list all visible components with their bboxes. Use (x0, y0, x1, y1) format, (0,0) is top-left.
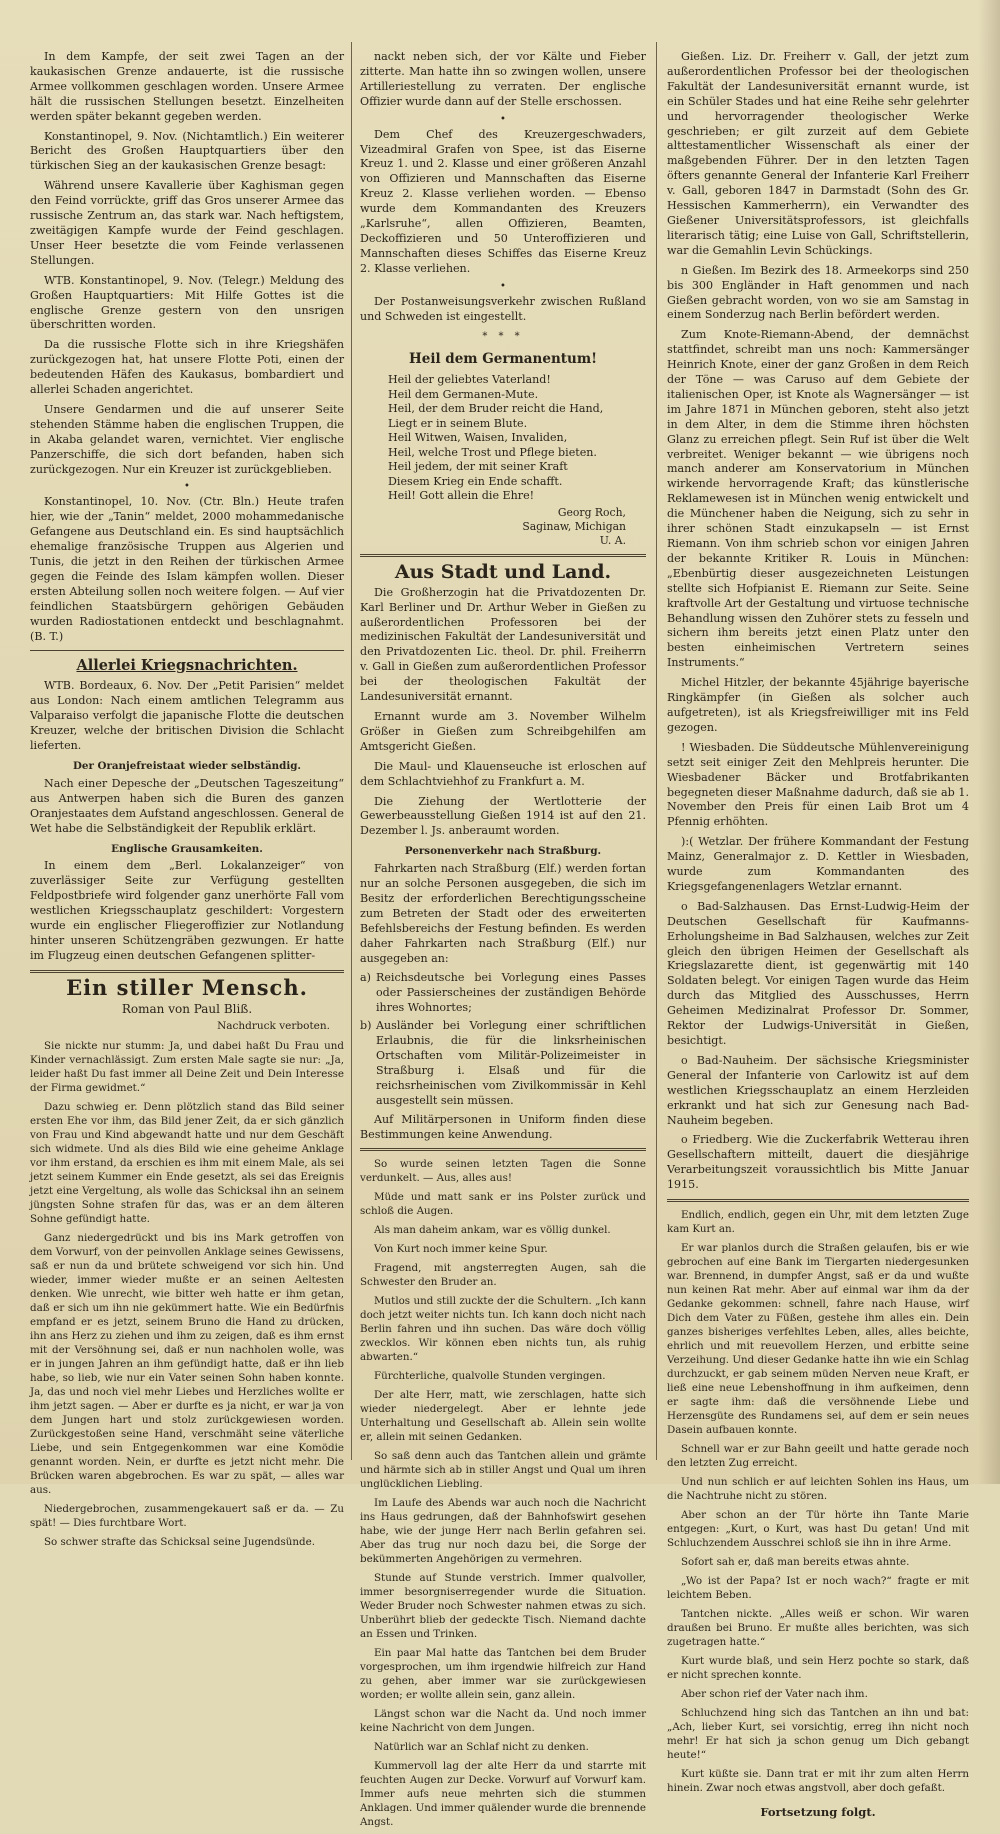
novel-paragraph: Und nun schlich er auf leichten Sohlen ins Haus, um die Nachtruhe nicht zu stören. (667, 1476, 969, 1503)
novel-paragraph: Fürchterliche, qualvolle Stunden vergingen. (374, 1370, 606, 1383)
article-paragraph: n Gießen. Im Bezirk des 18. Armeekorps sind 250 bis 300 Engländer in Haft genommen und nach Gießen gebracht worden, von wo sie am Samstag in einem Sonderzug nach Berlin befördert werden. (667, 263, 969, 322)
novel-paragraph: So schwer strafte das Schicksal seine Jugendsünde. (44, 1536, 315, 1549)
article-paragraph: Dem Chef des Kreuzergeschwaders, Vizeadmiral Grafen von Spee, ist das Eiserne Kreuz 1. und 2. Klasse und einer größeren Anzahl von Offizieren und Mannschaften das Eiserne Kreuz 2. Klasse verliehen worden. — Ebenso wurde dem Kommandanten des Kreuzers „Karlsruhe“, allen Offizieren, Beamten, Deckoffizieren und 50 Unteroffizieren und Mannschaften dieses Schiffes das Eiserne Kreuz 2. Klasse verliehen. (360, 127, 646, 275)
article-paragraph: Unsere Gendarmen und die auf unserer Seite stehenden Stämme haben die englischen Truppen, die in Akaba gelandet waren, vernichtet. Vier englische Panzerschiffe, die sich dort befanden, haben sich zurückgezogen. Nur ein Kreuzer ist zurückgeblieben. (30, 402, 344, 476)
signature-line: U. A. (599, 533, 626, 547)
novel-paragraph: Schnell war er zur Bahn geeilt und hatte gerade noch den letzten Zug erreicht. (667, 1443, 969, 1470)
list-text: Ausländer bei Vorlegung einer schriftlichen Erlaubnis, die für die linksrheinischen Ortschaften vom Militär-Polizeimeister in Straßburg i. Elsaß und für die reichsrheinischen vom Zivilkommissär in Kehl ausgestellt sein müssen. (376, 1019, 646, 1107)
novel-paragraph: Von Kurt noch immer keine Spur. (374, 1243, 548, 1256)
article-paragraph: WTB. Bordeaux, 6. Nov. Der „Petit Parisien“ meldet aus London: Nach einem amtlichen Telegramm aus Valparaiso verfolgt die japanische Flotte die deutschen Kreuzer, welche der britischen Division die Schlacht lieferten. (30, 679, 344, 753)
novel-paragraph: Ganz niedergedrückt und bis ins Mark getroffen von dem Vorwurf, von der peinvollen Anklage seines Gewissens, saß er nun da und brütete schweigend vor sich hin. Und wieder, immer wieder mußte er an seinen Aeltesten denken. Wie unrecht, wie bitter weh hatte er ihm getan, daß er sich um ihn nie gekümmert hatte. Wie ein Bedürfnis empfand er es jetzt, seinem Bruno die Hand zu drücken, ihn ans Herz zu ziehen und ihm zu zeigen, daß es ihm ernst mit der Versöhnung sei, daß er nun nachholen wolle, was er in jungen Jahren an ihm gefündigt hatte, daß er ihn lieb habe, so lieb, wie nur ein Vater seinen Sohn haben konnte. Ja, das und noch viel mehr Liebes und Herzliches wollte er ihm jetzt sagen. — Aber er durfte es ja nicht, er war ja von dem Jungen hart und stolz zurückgewiesen worden. Zurückgestoßen seine Hand, verschmäht seine väterliche Liebe, und sein Entgegenkommen war eine Komödie genannt worden. Nein, er durfte es jetzt nicht mehr. Die Brücken waren abgebrochen. Es war zu spät, — alles war aus. (30, 1232, 344, 1497)
novel-paragraph: Kurt küßte sie. Dann trat er mit ihr zum alten Herrn hinein. Zwar noch etwas angstvoll, aber doch gefaßt. (667, 1768, 969, 1795)
poem (388, 373, 646, 504)
poem-line: Heil der geliebtes Vaterland! (388, 373, 551, 387)
article-paragraph: o Friedberg. Wie die Zuckerfabrik Wetterau ihren Gesellschaftern mitteilt, dauert die diesjährige Verarbeitungszeit voraussichtlich bis Mitte Januar 1915. (667, 1133, 969, 1192)
column-2 (360, 50, 646, 1834)
article-paragraph: Konstantinopel, 9. Nov. (Nichtamtlich.) Ein weiterer Bericht des Großen Hauptquartiers über den türkischen Sieg an der kaukasischen Grenze besagt: (30, 129, 344, 173)
article-paragraph: Konstantinopel, 10. Nov. (Ctr. Bln.) Heute trafen hier, wie der „Tanin“ meldet, 2000 mohammedanische Gefangene aus Deutschland ein. Es sind hauptsächlich ehemalige französische Truppen aus Algerien und Tunis, die jetzt in den Reihen der türkischen Armee gegen die Feinde des Islam kämpfen wollen. Dieser ersten Abteilung sollen noch weitere folgen. — Auf vier feindlichen Staatsbürgern gehörigen Gebäuden wurden Radiostationen entdeckt und beschlagnahmt. (B. T.) (30, 495, 344, 643)
column-separator (656, 42, 657, 1460)
article-paragraph: Die Maul- und Klauenseuche ist erloschen auf dem Schlachtviehhof zu Frankfurt a. M. (360, 759, 646, 788)
article-paragraph: In dem Kampfe, der seit zwei Tagen an der kaukasischen Grenze andauerte, ist die russische Armee vollkommen geschlagen worden. Unsere Armee hält die russischen Stellungen besetzt. Einzelheiten werden später bekannt gegeben werden. (30, 50, 344, 123)
continuation-note: Fortsetzung folgt. (760, 1805, 876, 1820)
poem-title: Heil dem Germanentum! (408, 351, 598, 368)
list-text: Reichsdeutsche bei Vorlegung eines Passes oder Passierscheines der zuständigen Behörde ihres Wohnortes; (376, 971, 646, 1015)
novel-paragraph: Sie nickte nur stumm: Ja, und dabei haßt Du Frau und Kinder vernachlässigt. Zum ersten Male sagte sie nur: „Ja, leider haßt Du fast immer all Deine Zeit und Dein Interesse der Firma gewidmet.“ (30, 1040, 344, 1095)
poem-line: Heil Witwen, Waisen, Invaliden, (388, 431, 568, 445)
reprint-note: Nachdruck verboten. (217, 1019, 330, 1032)
star-separator: * * * (482, 330, 524, 342)
novel-byline: Roman von Paul Bliß. (121, 1001, 253, 1016)
article-paragraph: Zum Knote-Riemann-Abend, der demnächst stattfindet, schreibt man uns noch: Kammersänger Heinrich Knote, einer der ganz Großen in dem Reich der Töne — was Caruso auf dem Gebiete der italienischen Oper, ist Knote als Wagnersänger — ist im Jahre 1871 in München geboren, steht also jetzt in dem Alter, in dem die Stimme ihren höchsten Glanz zu erreichen pflegt. Sein Ruf ist über die Welt verbreitet. Weniger bekannt — wie übrigens noch manch anderer am Konservatorium in München wirkende hervorragende Kraft; das künstlerische Reklamewesen ist in München wenig entwickelt und die Münchener haben die Neigung, sich zu sehr in ihrer schönen Stadt einzukapseln — ist Ernst Riemann. Von ihm schrieb schon vor einigen Jahren der bekannte Kritiker R. Louis in München: „Ebenbürtig dieser ausgezeichneten Leistungen stellte sich Hofpianist E. Riemann zur Seite. Seine kraftvolle Art der Gestaltung und virtuose technische Behandlung wissen den Zuhörer stets zu fesseln und sichern ihm bereits jetzt einen Platz unter den besten einheimischen Vertretern seines Instruments.“ (667, 328, 969, 670)
poem-line: Heil, der dem Bruder reicht die Hand, (388, 402, 604, 416)
list-marker: b) (360, 1019, 372, 1033)
bullet-separator: • (500, 280, 506, 292)
sub-heading: Englische Grausamkeiten. (111, 842, 263, 855)
article-paragraph: Auf Militärpersonen in Uniform finden diese Bestimmungen keine Anwendung. (360, 1112, 646, 1141)
novel-paragraph: Tantchen nickte. „Alles weiß er schon. Wir waren draußen bei Bruno. Er mußte alles berichten, was sich zugetragen hatte.“ (667, 1608, 969, 1649)
novel-paragraph: Niedergebrochen, zusammengekauert saß er da. — Zu spät! — Dies furchtbare Wort. (30, 1503, 344, 1530)
article-paragraph: Die Großherzogin hat die Privatdozenten Dr. Karl Berliner und Dr. Arthur Weber in Gießen zu außerordentlichen Professoren bei der medizinischen Fakultät der Landesuniversität und den Privatdozenten Lic. theol. Dr. phil. Freiherrn v. Gall in Gießen zum außerordentlichen Professor bei der theologischen Fakultät der Landesuniversität ernannt. (360, 585, 646, 704)
article-paragraph: Fahrkarten nach Straßburg (Elf.) werden fortan nur an solche Personen ausgegeben, die sich im Besitz der erforderlichen Berechtigungsscheine zum Betreten der Stadt oder des erweiterten Befehlsbereichs der Festung befinden. Es werden daher Fahrkarten nach Straßburg (Elf.) nur ausgegeben an: (360, 862, 646, 965)
novel-paragraph: Schluchzend hing sich das Tantchen an ihn und bat: „Ach, lieber Kurt, sei vorsichtig, erreg ihn nicht noch mehr! Er hat sich ja schon genug um Dich gebangt heute!“ (667, 1707, 969, 1762)
novel-paragraph: So wurde seinen letzten Tagen die Sonne verdunkelt. — Aus, alles aus! (360, 1158, 646, 1185)
novel-paragraph: Aber schon rief der Vater nach ihm. (681, 1688, 868, 1701)
sub-heading: Der Oranjefreistaat wieder selbständig. (72, 759, 302, 772)
novel-paragraph: Sofort sah er, daß man bereits etwas ahnte. (681, 1556, 910, 1569)
article-paragraph: Nach einer Depesche der „Deutschen Tageszeitung“ aus Antwerpen haben sich die Buren des ganzen Oranjestaates dem Aufstand angeschlossen. General de Wet habe die Selbständigkeit der Republik erklärt. (30, 776, 344, 835)
column-3 (667, 50, 969, 1820)
novel-paragraph: Kummervoll lag der alte Herr da und starrte mit feuchten Augen zur Decke. Vorwurf auf Vorwurf kam. Immer aufs neue mehrten sich die stummen Anklagen. Und immer quälender wurde die brennende Angst. (360, 1760, 647, 1829)
novel-paragraph: Er war planlos durch die Straßen gelaufen, bis er wie gebrochen auf eine Bank im Tiergarten niedergesunken war. Brennend, in dumpfer Angst, saß er da und wußte nun keinen Rat mehr. Aber auf einmal war ihm da der Gedanke gekommen: schnell, fahre nach Hause, wirf Dich dem Vater zu Füßen, gestehe ihm alles ein. Dein ganzes bisheriges verfehltes Leben, alles, alles beichte, ehrlich und mit reuevollem Herzen, und erbitte seine Verzeihung. Und dieser Gedanke hatte ihn wie ein Schlag durchzuckt, er gab seinem müden Nerven neue Kraft, er ließ eine neue Lebenshoffnung in ihm aufkeimen, denn er sagte ihm: daß die versöhnende Liebe und Herzensgüte des Rundamens sei, auf dem er sein neues Dasein aufbauen konnte. (667, 1242, 969, 1437)
novel-paragraph: Stunde auf Stunde verstrich. Immer qualvoller, immer besorgniserregender wurde die Situation. Weder Bruder noch Schwester nahmen etwas zu sich. Unberührt blieb der gedeckte Tisch. Niemand dachte an Essen und Trinken. (360, 1572, 646, 1641)
article-paragraph: ! Wiesbaden. Die Süddeutsche Mühlenvereinigung setzt seit einiger Zeit den Mehlpreis herunter. Die Wiesbadener Bäcker und Brotfabrikanten begegneten dieser Maßnahme dadurch, daß sie ab 1. November den Preis für einen Laib Brot um 4 Pfennig erhöhten. (667, 740, 969, 829)
article-paragraph: Da die russische Flotte sich in ihre Kriegshäfen zurückgezogen hat, hat unsere Flotte Poti, einen der bedeutenden Häfen des Kaukasus, bombardiert und allerlei Schaden angerichtet. (30, 338, 344, 397)
novel-paragraph: Ein paar Mal hatte das Tantchen bei dem Bruder vorgesprochen, um ihm irgendwie hilfreich zur Hand zu gehen, aber immer war sie zurückgewiesen worden; er wollte allein sein, ganz allein. (360, 1647, 646, 1702)
novel-paragraph: Aber schon an der Tür hörte ihn Tante Marie entgegen: „Kurt, o Kurt, was hast Du getan! Und mit Schluchzendem Ausschrei schloß sie ihn in ihre Arme. (667, 1509, 969, 1550)
novel-paragraph: Müde und matt sank er ins Polster zurück und schloß die Augen. (360, 1191, 646, 1218)
novel-paragraph: Mutlos und still zuckte der die Schultern. „Ich kann doch jetzt weiter nichts tun. Ich kann doch nicht nach Berlin fahren und ihn suchen. Das wäre doch völlig zwecklos. Wir können eben nichts tun, als ruhig abwarten.“ (360, 1295, 646, 1364)
novel-paragraph: Im Laufe des Abends war auch noch die Nachricht ins Haus gedrungen, daß der Bahnhofswirt gesehen habe, wie der junge Herr nach Berlin gefahren sei. Aber das trug nur noch dazu bei, die Sorge der bekümmerten Angehörigen zu vermehren. (360, 1497, 646, 1566)
poem-line: Heil jedem, der mit seiner Kraft (388, 460, 568, 474)
novel-paragraph: Endlich, endlich, gegen ein Uhr, mit dem letzten Zuge kam Kurt an. (667, 1209, 969, 1236)
article-paragraph: In einem dem „Berl. Lokalanzeiger“ von zuverlässiger Seite zur Verfügung gestellten Feldpostbriefe wird folgender ganz unerhörte Fall vom westlichen Kriegsschauplatz geschildert: Vorgestern wurde ein englischer Fliegeroffizier zur Notlandung hinter unseren Schützengräben gezwungen. Er hatte im Flugzeug einen deutschen Gefangenen splitter- (30, 859, 344, 962)
page-edge-shadow (978, 0, 1000, 1484)
poem-signature (360, 506, 626, 548)
section-rule (360, 1148, 646, 1151)
article-paragraph: o Bad-Nauheim. Der sächsische Kriegsminister General der Infanterie von Carlowitz ist auf dem westlichen Kriegsschauplatz an einem Herzleiden erkrankt und hat sich zur Genesung nach Bad-Nauheim begeben. (667, 1053, 969, 1127)
section-heading-local: Aus Stadt und Land. (394, 560, 612, 583)
novel-paragraph: Kurt wurde blaß, und sein Herz pochte so stark, daß er nicht sprechen konnte. (667, 1655, 969, 1682)
list-item (360, 1019, 646, 1108)
article-paragraph: Gießen. Liz. Dr. Freiherr v. Gall, der jetzt zum außerordentlichen Professor bei der theologischen Fakultät der Landesuniversität ernannt wurde, ist ein Schüler Stades und hat eine Reihe sehr gelehrter und hervorragender theologischer Werke geschrieben; er gilt zurzeit auf dem Gebiete alttestamentlicher Wissenschaft als einer der maßgebenden Führer. Der in den letzten Tagen öfters genannte General der Infanterie Karl Freiherr v. Gall, geboren 1847 in Darmstadt (Sohn des Gr. Hessischen Kammerherrn), ein Verwandter des Gießener Universitätsprofessors, ist gleichfalls literarisch tätig; eine Luise von Gall, Schriftstellerin, war die Gemahlin Levin Schückings. (667, 50, 969, 257)
novel-paragraph: Längst schon war die Nacht da. Und noch immer keine Nachricht von dem Jungen. (360, 1708, 646, 1735)
novel-paragraph: Dazu schwieg er. Denn plötzlich stand das Bild seiner ersten Ehe vor ihm, das Bild jener Zeit, da er sich gänzlich von Frau und Kind abgewandt hatte und nur dem Geschäft sich widmete. Und als dies Bild wie eine geheime Anklage vor ihm erstand, da erschien es ihm mit einem Male, als sei jetzt seinem Kummer ein Ende gesetzt, als sei das Ereignis jetzt eine Vergeltung, als wolle das Schicksal ihn an seinem jüngsten Sohne strafen für das, was er an dem älteren Sohne gefündigt hatte. (30, 1101, 344, 1226)
poem-line: Heil dem Germanen-Mute. (388, 387, 539, 401)
bullet-separator: • (500, 113, 506, 125)
article-paragraph: ):( Wetzlar. Der frühere Kommandant der Festung Mainz, Generalmajor z. D. Kettler in Wiesbaden, wurde zum Kommandanten des Kriegsgefangenenlagers Wetzlar ernannt. (667, 835, 969, 893)
article-paragraph: Während unsere Kavallerie über Kaghisman gegen den Feind vorrückte, griff das Gros unserer Armee das russische Zentrum an, das stark war. Nach heftigstem, zweitägigen Kampfe wurde der Feind geschlagen. Unser Heer besetzte die vom Feinde verlassenen Stellungen. (30, 179, 344, 267)
novel-paragraph: Als man daheim ankam, war es völlig dunkel. (374, 1224, 611, 1237)
section-rule (30, 970, 344, 973)
article-paragraph: Die Ziehung der Wertlotterie der Gewerbeausstellung Gießen 1914 ist auf den 21. Dezember l. Js. anberaumt worden. (360, 794, 646, 838)
novel-paragraph: So saß denn auch das Tantchen allein und grämte und härmte sich ab in stiller Angst und Qual um ihren unglücklichen Liebling. (360, 1450, 646, 1491)
article-paragraph: Der Postanweisungsverkehr zwischen Rußland und Schweden ist eingestellt. (360, 294, 646, 323)
section-rule (360, 554, 646, 557)
bullet-separator: • (184, 481, 190, 493)
column-1 (30, 50, 344, 1554)
eligibility-list (360, 971, 646, 1108)
article-paragraph: Ernannt wurde am 3. November Wilhelm Größer in Gießen zum Schreibgehilfen am Amtsgericht Gießen. (360, 709, 646, 753)
novel-paragraph: „Wo ist der Papa? Ist er noch wach?“ fragte er mit leichtem Beben. (667, 1575, 969, 1602)
novel-paragraph: Fragend, mit angsterregten Augen, sah die Schwester den Bruder an. (360, 1262, 646, 1289)
article-paragraph: WTB. Konstantinopel, 9. Nov. (Telegr.) Meldung des Großen Hauptquartiers: Mit Hilfe Gottes ist die englische Grenze gestern von den unsrigen überschritten worden. (30, 273, 344, 332)
list-item (360, 971, 646, 1016)
list-marker: a) (360, 971, 371, 985)
column-separator (351, 42, 352, 1460)
section-rule (667, 1199, 969, 1202)
poem-line: Diesem Krieg ein Ende schafft. (388, 474, 563, 488)
signature-line: Georg Roch, (557, 505, 626, 519)
article-paragraph: o Bad-Salzhausen. Das Ernst-Ludwig-Heim der Deutschen Gesellschaft für Kaufmanns-Erholungsheime in Bad Salzhausen, welches zur Zeit gleich den übrigen Heimen der Gesellschaft als Kriegslazarette dient, ist gegenwärtig mit 140 Soldaten belegt. Vor einigen Tagen wurde das Heim durch das Mitglied des Ausschusses, Herrn Geheimen Medizinalrat Professor Dr. Sommer, Rektor der Ludwigs-Universität in Gießen, besichtigt. (667, 899, 969, 1047)
poem-line: Heil! Gott allein die Ehre! (388, 489, 535, 503)
section-heading-war-news: Allerlei Kriegsnachrichten. (76, 656, 298, 674)
novel-paragraph: Natürlich war an Schlaf nicht zu denken. (374, 1741, 589, 1754)
section-rule (30, 650, 344, 651)
sub-heading: Personenverkehr nach Straßburg. (404, 845, 602, 858)
article-paragraph: nackt neben sich, der vor Kälte und Fieber zitterte. Man hatte ihn so zwingen wollen, unsere Artilleriestellung zu verraten. Der englische Offizier wurde dann auf der Stelle erschossen. (360, 50, 646, 108)
signature-line: Saginaw, Michigan (522, 519, 626, 533)
poem-line: Liegt er in seinem Blute. (388, 416, 528, 430)
novel-paragraph: Der alte Herr, matt, wie zerschlagen, hatte sich wieder niedergelegt. Aber er lehnte jede Unterhaltung und Gesellschaft ab. Allein sein wollte er, allein mit seinen Gedanken. (360, 1389, 646, 1444)
poem-line: Heil, welche Trost und Pflege bieten. (388, 445, 597, 459)
novel-title: Ein stiller Mensch. (66, 974, 308, 1000)
article-paragraph: Michel Hitzler, der bekannte 45jährige bayerische Ringkämpfer (in Gießen als solcher auch aufgetreten), ist als Kriegsfreiwilliger mit ins Feld gezogen. (667, 676, 969, 734)
